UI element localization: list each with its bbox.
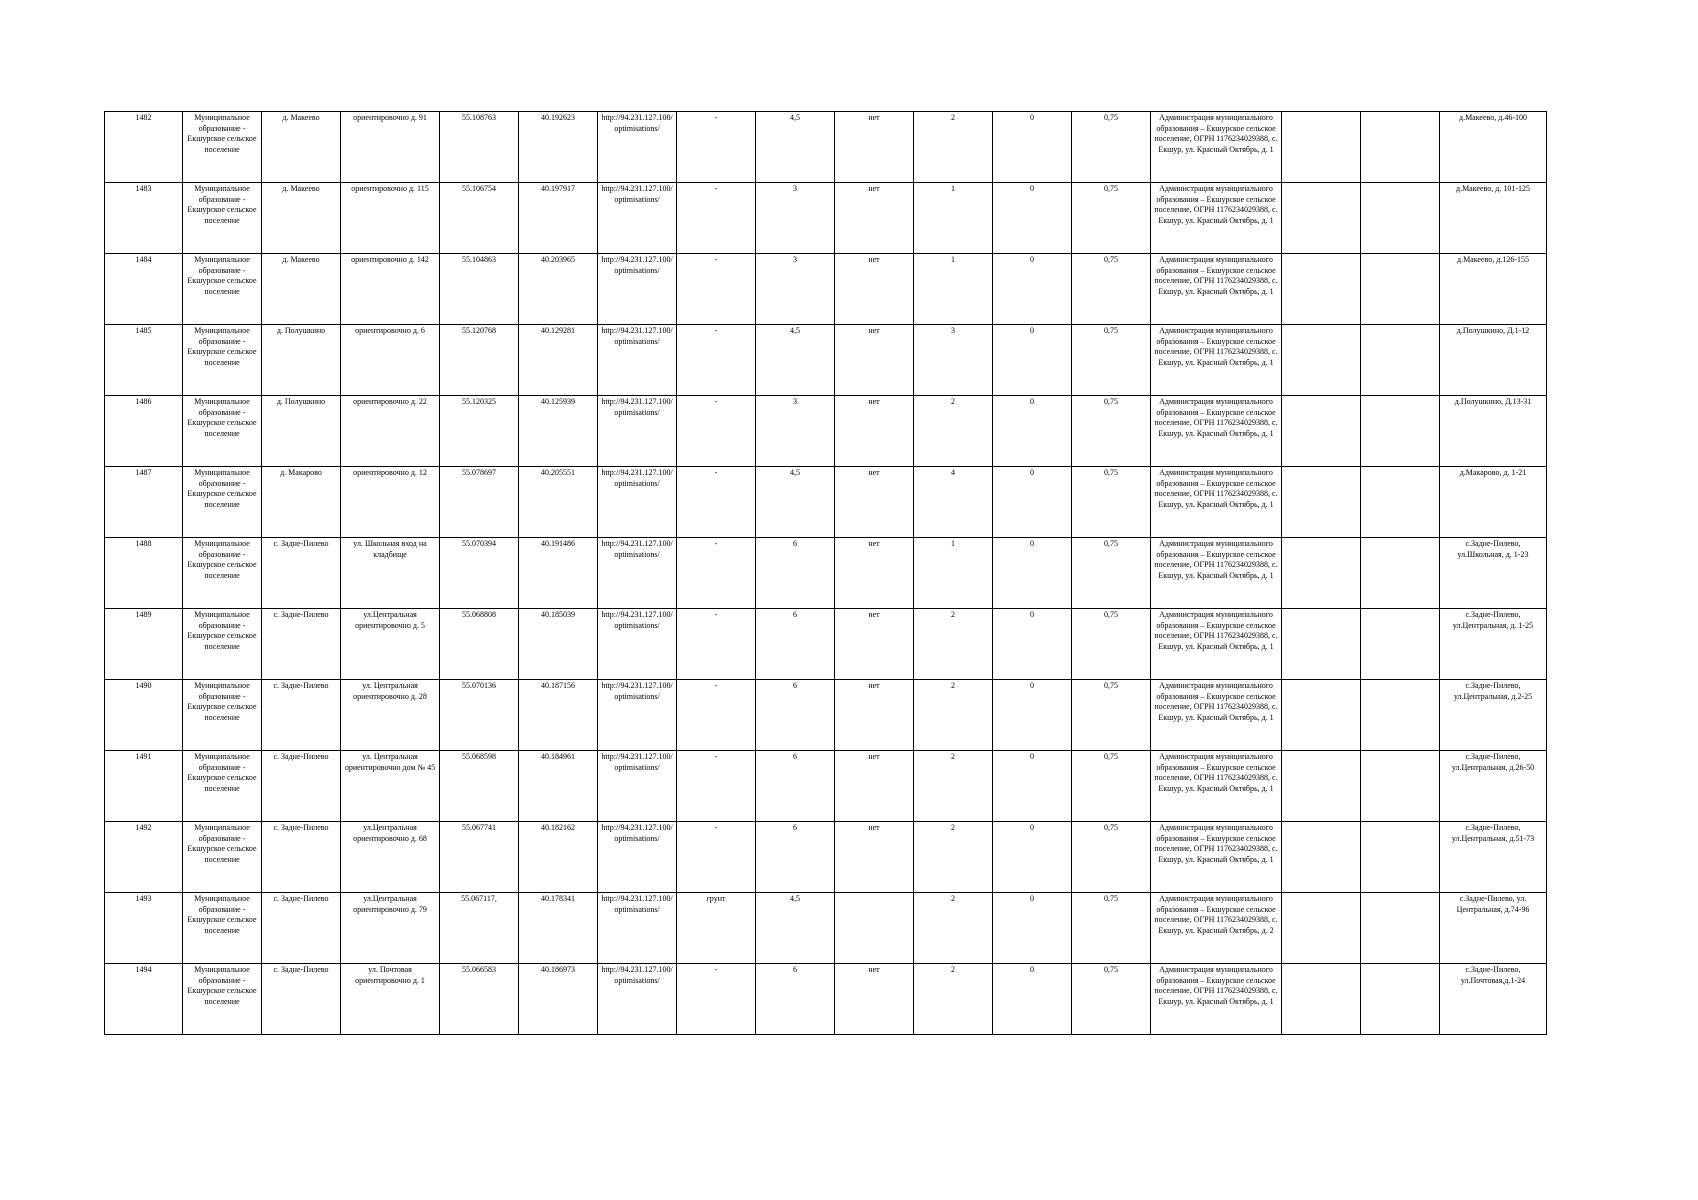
longitude-cell: 40.197917 — [519, 183, 598, 254]
longitude-cell: 40.129281 — [519, 325, 598, 396]
empty-cell — [1282, 467, 1361, 538]
owner-cell: Администрация муниципального образования – Екшурское сельское поселение, ОГРН 1176234029388, с. Екшур, ул. Красный Октябрь, д. 1 — [1151, 964, 1282, 1035]
kgm-cell: 0 — [993, 467, 1072, 538]
area-cell: 6 — [756, 751, 835, 822]
empty-cell — [1361, 751, 1440, 822]
sources-cell: д.Полушкино, Д.13-31 — [1440, 396, 1547, 467]
kgm-cell: 0 — [993, 538, 1072, 609]
empty-cell — [1282, 538, 1361, 609]
owner-cell: Администрация муниципального образования – Екшурское сельское поселение, ОГРН 1176234029388, с. Екшур, ул. Красный Октябрь, д. 1 — [1151, 609, 1282, 680]
longitude-cell: 40.125939 — [519, 396, 598, 467]
area-cell: 6 — [756, 964, 835, 1035]
link-cell: http://94.231.127.100/optimisations/ — [598, 254, 677, 325]
empty-cell — [1361, 538, 1440, 609]
link-cell: http://94.231.127.100/optimisations/ — [598, 538, 677, 609]
registry-table — [104, 111, 1547, 1035]
table-row — [105, 893, 1547, 964]
empty-cell — [1282, 964, 1361, 1035]
sources-cell: д.Макеево, д.46-100 — [1440, 112, 1547, 183]
table-row — [105, 325, 1547, 396]
longitude-cell: 40.182162 — [519, 822, 598, 893]
latitude-cell: 55.067117, — [440, 893, 519, 964]
area-cell: 4,5 — [756, 467, 835, 538]
kgm-cell: 0 — [993, 751, 1072, 822]
settlement-cell: с. Задне-Пилево — [262, 680, 341, 751]
kgm-cell: 0 — [993, 893, 1072, 964]
municipality-cell: Муниципальное образование - Екшурское сельское поселение — [183, 467, 262, 538]
owner-cell: Администрация муниципального образования – Екшурское сельское поселение, ОГРН 1176234029388, с. Екшур, ул. Красный Октябрь, д. 1 — [1151, 680, 1282, 751]
settlement-cell: д. Макарово — [262, 467, 341, 538]
kgm-cell: 0 — [993, 822, 1072, 893]
location-cell: ул.Центральная ориентировочно д. 68 — [341, 822, 440, 893]
empty-cell — [1361, 964, 1440, 1035]
link-cell: http://94.231.127.100/optimisations/ — [598, 325, 677, 396]
settlement-cell: д. Макеево — [262, 112, 341, 183]
empty-cell — [1361, 893, 1440, 964]
area-cell: 6 — [756, 822, 835, 893]
latitude-cell: 55.066583 — [440, 964, 519, 1035]
volume-cell: 0,75 — [1072, 893, 1151, 964]
surface-cell: - — [677, 538, 756, 609]
location-cell: ул.Центральная ориентировочно д. 5 — [341, 609, 440, 680]
empty-cell — [1361, 254, 1440, 325]
longitude-cell: 40.191486 — [519, 538, 598, 609]
owner-cell: Администрация муниципального образования – Екшурское сельское поселение, ОГРН 1176234029388, с. Екшур, ул. Красный Октябрь, д. 1 — [1151, 822, 1282, 893]
link-cell: http://94.231.127.100/optimisations/ — [598, 964, 677, 1035]
municipality-cell: Муниципальное образование - Екшурское сельское поселение — [183, 751, 262, 822]
row-number-cell: 1490 — [105, 680, 183, 751]
municipality-cell: Муниципальное образование - Екшурское сельское поселение — [183, 325, 262, 396]
municipality-cell: Муниципальное образование - Екшурское сельское поселение — [183, 609, 262, 680]
latitude-cell: 55.070394 — [440, 538, 519, 609]
sources-cell: с.Задне-Пилево, ул.Центральная, д.26-50 — [1440, 751, 1547, 822]
empty-cell — [1282, 822, 1361, 893]
link-cell: http://94.231.127.100/optimisations/ — [598, 751, 677, 822]
table-row — [105, 822, 1547, 893]
latitude-cell: 55.108763 — [440, 112, 519, 183]
fence-cell: нет — [835, 112, 914, 183]
area-cell: 4,5 — [756, 325, 835, 396]
surface-cell: - — [677, 680, 756, 751]
row-number-cell: 1482 — [105, 112, 183, 183]
owner-cell: Администрация муниципального образования – Екшурское сельское поселение, ОГРН 1176234029388, с. Екшур, ул. Красный Октябрь, д. 1 — [1151, 183, 1282, 254]
containers-cell: 2 — [914, 609, 993, 680]
surface-cell: - — [677, 751, 756, 822]
fence-cell: нет — [835, 325, 914, 396]
location-cell: ориентировочно д. 6 — [341, 325, 440, 396]
table-row — [105, 254, 1547, 325]
longitude-cell: 40.184961 — [519, 751, 598, 822]
table-row — [105, 680, 1547, 751]
table-row — [105, 964, 1547, 1035]
municipality-cell: Муниципальное образование - Екшурское сельское поселение — [183, 112, 262, 183]
containers-cell: 3 — [914, 325, 993, 396]
location-cell: ориентировочно д. 115 — [341, 183, 440, 254]
row-number-cell: 1488 — [105, 538, 183, 609]
settlement-cell: с. Задне-Пилево — [262, 751, 341, 822]
latitude-cell: 55.067741 — [440, 822, 519, 893]
area-cell: 6 — [756, 538, 835, 609]
longitude-cell: 40.185039 — [519, 609, 598, 680]
surface-cell: - — [677, 183, 756, 254]
table-row — [105, 112, 1547, 183]
longitude-cell: 40.203965 — [519, 254, 598, 325]
owner-cell: Администрация муниципального образования – Екшурское сельское поселение, ОГРН 1176234029388, с. Екшур, ул. Красный Октябрь, д. 1 — [1151, 751, 1282, 822]
fence-cell — [835, 893, 914, 964]
row-number-cell: 1484 — [105, 254, 183, 325]
link-cell: http://94.231.127.100/optimisations/ — [598, 609, 677, 680]
empty-cell — [1361, 183, 1440, 254]
longitude-cell: 40.205551 — [519, 467, 598, 538]
sources-cell: д.Макарово, д. 1-21 — [1440, 467, 1547, 538]
municipality-cell: Муниципальное образование - Екшурское сельское поселение — [183, 538, 262, 609]
volume-cell: 0,75 — [1072, 751, 1151, 822]
kgm-cell: 0 — [993, 112, 1072, 183]
surface-cell: - — [677, 325, 756, 396]
longitude-cell: 40.186973 — [519, 964, 598, 1035]
fence-cell: нет — [835, 538, 914, 609]
settlement-cell: с. Задне-Пилево — [262, 538, 341, 609]
registry-body — [105, 112, 1547, 1035]
settlement-cell: с. Задне-Пилево — [262, 964, 341, 1035]
containers-cell: 2 — [914, 822, 993, 893]
location-cell: ул.Центральная ориентировочно д. 79 — [341, 893, 440, 964]
owner-cell: Администрация муниципального образования – Екшурское сельское поселение, ОГРН 1176234029388, с. Екшур, ул. Красный Октябрь, д. 1 — [1151, 254, 1282, 325]
link-cell: http://94.231.127.100/optimisations/ — [598, 893, 677, 964]
empty-cell — [1282, 396, 1361, 467]
longitude-cell: 40.187156 — [519, 680, 598, 751]
containers-cell: 2 — [914, 112, 993, 183]
settlement-cell: д. Макеево — [262, 254, 341, 325]
surface-cell: - — [677, 254, 756, 325]
empty-cell — [1282, 254, 1361, 325]
fence-cell: нет — [835, 680, 914, 751]
latitude-cell: 55.078697 — [440, 467, 519, 538]
row-number-cell: 1492 — [105, 822, 183, 893]
area-cell: 6 — [756, 680, 835, 751]
containers-cell: 4 — [914, 467, 993, 538]
kgm-cell: 0 — [993, 964, 1072, 1035]
settlement-cell: с. Задне-Пилево — [262, 822, 341, 893]
link-cell: http://94.231.127.100/optimisations/ — [598, 467, 677, 538]
area-cell: 4,5 — [756, 893, 835, 964]
latitude-cell: 55.070136 — [440, 680, 519, 751]
empty-cell — [1282, 325, 1361, 396]
sources-cell: д.Макеево, д. 101-125 — [1440, 183, 1547, 254]
kgm-cell: 0 — [993, 396, 1072, 467]
volume-cell: 0,75 — [1072, 822, 1151, 893]
kgm-cell: 0 — [993, 183, 1072, 254]
link-cell: http://94.231.127.100/optimisations/ — [598, 680, 677, 751]
sources-cell: с.Задне-Пилево, ул.Центральная, д. 1-25 — [1440, 609, 1547, 680]
empty-cell — [1282, 751, 1361, 822]
surface-cell: - — [677, 822, 756, 893]
containers-cell: 2 — [914, 396, 993, 467]
sources-cell: д.Полушкино, Д.1-12 — [1440, 325, 1547, 396]
settlement-cell: д. Полушкино — [262, 396, 341, 467]
empty-cell — [1361, 112, 1440, 183]
kgm-cell: 0 — [993, 254, 1072, 325]
volume-cell: 0,75 — [1072, 183, 1151, 254]
empty-cell — [1282, 183, 1361, 254]
area-cell: 4,5 — [756, 112, 835, 183]
settlement-cell: д. Макеево — [262, 183, 341, 254]
volume-cell: 0,75 — [1072, 538, 1151, 609]
containers-cell: 2 — [914, 680, 993, 751]
volume-cell: 0,75 — [1072, 467, 1151, 538]
sources-cell: с.Задне-Пилево, ул.Почтовая,д.1-24 — [1440, 964, 1547, 1035]
municipality-cell: Муниципальное образование - Екшурское сельское поселение — [183, 964, 262, 1035]
table-row — [105, 751, 1547, 822]
location-cell: ул. Центральная ориентировочно д. 28 — [341, 680, 440, 751]
sources-cell: с.Задне-Пилево, ул.Центральная, д.51-73 — [1440, 822, 1547, 893]
location-cell: ориентировочно д. 22 — [341, 396, 440, 467]
empty-cell — [1282, 893, 1361, 964]
fence-cell: нет — [835, 396, 914, 467]
owner-cell: Администрация муниципального образования – Екшурское сельское поселение, ОГРН 1176234029388, с. Екшур, ул. Красный Октябрь, д. 1 — [1151, 538, 1282, 609]
fence-cell: нет — [835, 183, 914, 254]
owner-cell: Администрация муниципального образования – Екшурское сельское поселение, ОГРН 1176234029388, с. Екшур, ул. Красный Октябрь, д. 1 — [1151, 325, 1282, 396]
location-cell: ориентировочно д. 91 — [341, 112, 440, 183]
kgm-cell: 0 — [993, 680, 1072, 751]
volume-cell: 0,75 — [1072, 396, 1151, 467]
longitude-cell: 40.192623 — [519, 112, 598, 183]
table-row — [105, 396, 1547, 467]
location-cell: ул. Центральная ориентировочно дом № 45 — [341, 751, 440, 822]
link-cell: http://94.231.127.100/optimisations/ — [598, 183, 677, 254]
latitude-cell: 55.120325 — [440, 396, 519, 467]
municipality-cell: Муниципальное образование - Екшурское сельское поселение — [183, 183, 262, 254]
kgm-cell: 0 — [993, 609, 1072, 680]
row-number-cell: 1483 — [105, 183, 183, 254]
row-number-cell: 1489 — [105, 609, 183, 680]
containers-cell: 2 — [914, 893, 993, 964]
municipality-cell: Муниципальное образование - Екшурское сельское поселение — [183, 822, 262, 893]
municipality-cell: Муниципальное образование - Екшурское сельское поселение — [183, 680, 262, 751]
empty-cell — [1282, 609, 1361, 680]
fence-cell: нет — [835, 609, 914, 680]
kgm-cell: 0 — [993, 325, 1072, 396]
area-cell: 3 — [756, 254, 835, 325]
fence-cell: нет — [835, 822, 914, 893]
longitude-cell: 40.178341 — [519, 893, 598, 964]
municipality-cell: Муниципальное образование - Екшурское сельское поселение — [183, 893, 262, 964]
empty-cell — [1361, 822, 1440, 893]
fence-cell: нет — [835, 964, 914, 1035]
containers-cell: 2 — [914, 751, 993, 822]
sources-cell: с.Задне-Пилево, ул. Центральная, д.74-96 — [1440, 893, 1547, 964]
area-cell: 3 — [756, 183, 835, 254]
owner-cell: Администрация муниципального образования – Екшурское сельское поселение, ОГРН 1176234029388, с. Екшур, ул. Красный Октябрь, д. 1 — [1151, 112, 1282, 183]
containers-cell: 1 — [914, 254, 993, 325]
sources-cell: с.Задне-Пилево, ул.Школьная, д. 1-23 — [1440, 538, 1547, 609]
containers-cell: 2 — [914, 964, 993, 1035]
surface-cell: - — [677, 964, 756, 1035]
empty-cell — [1361, 467, 1440, 538]
surface-cell: - — [677, 112, 756, 183]
location-cell: ориентировочно д. 142 — [341, 254, 440, 325]
containers-cell: 1 — [914, 538, 993, 609]
fence-cell: нет — [835, 751, 914, 822]
settlement-cell: с. Задне-Пилево — [262, 893, 341, 964]
row-number-cell: 1485 — [105, 325, 183, 396]
surface-cell: - — [677, 609, 756, 680]
area-cell: 6 — [756, 609, 835, 680]
empty-cell — [1361, 609, 1440, 680]
latitude-cell: 55.120768 — [440, 325, 519, 396]
empty-cell — [1361, 680, 1440, 751]
table-row — [105, 609, 1547, 680]
latitude-cell: 55.068808 — [440, 609, 519, 680]
surface-cell: - — [677, 467, 756, 538]
surface-cell: грунт — [677, 893, 756, 964]
table-row — [105, 467, 1547, 538]
empty-cell — [1282, 680, 1361, 751]
row-number-cell: 1494 — [105, 964, 183, 1035]
owner-cell: Администрация муниципального образования – Екшурское сельское поселение, ОГРН 1176234029388, с. Екшур, ул. Красный Октябрь, д. 1 — [1151, 396, 1282, 467]
latitude-cell: 55.104863 — [440, 254, 519, 325]
area-cell: 3 — [756, 396, 835, 467]
link-cell: http://94.231.127.100/optimisations/ — [598, 112, 677, 183]
location-cell: ул. Школьная вход на кладбище — [341, 538, 440, 609]
table-row — [105, 183, 1547, 254]
sources-cell: с.Задне-Пилево, ул.Центральная, д.2-25 — [1440, 680, 1547, 751]
link-cell: http://94.231.127.100/optimisations/ — [598, 822, 677, 893]
settlement-cell: д. Полушкино — [262, 325, 341, 396]
volume-cell: 0,75 — [1072, 680, 1151, 751]
latitude-cell: 55.106754 — [440, 183, 519, 254]
row-number-cell: 1487 — [105, 467, 183, 538]
latitude-cell: 55.068598 — [440, 751, 519, 822]
fence-cell: нет — [835, 467, 914, 538]
empty-cell — [1361, 396, 1440, 467]
containers-cell: 1 — [914, 183, 993, 254]
municipality-cell: Муниципальное образование - Екшурское сельское поселение — [183, 254, 262, 325]
row-number-cell: 1486 — [105, 396, 183, 467]
volume-cell: 0,75 — [1072, 325, 1151, 396]
surface-cell: - — [677, 396, 756, 467]
location-cell: ориентировочно д. 12 — [341, 467, 440, 538]
link-cell: http://94.231.127.100/optimisations/ — [598, 396, 677, 467]
sources-cell: д.Макеево, д.126-155 — [1440, 254, 1547, 325]
settlement-cell: с. Задне-Пилево — [262, 609, 341, 680]
volume-cell: 0,75 — [1072, 964, 1151, 1035]
volume-cell: 0,75 — [1072, 112, 1151, 183]
row-number-cell: 1493 — [105, 893, 183, 964]
owner-cell: Администрация муниципального образования – Екшурское сельское поселение, ОГРН 1176234029388, с. Екшур, ул. Красный Октябрь, д. 1 — [1151, 467, 1282, 538]
table-row — [105, 538, 1547, 609]
volume-cell: 0,75 — [1072, 254, 1151, 325]
volume-cell: 0,75 — [1072, 609, 1151, 680]
owner-cell: Администрация муниципального образования – Екшурское сельское поселение, ОГРН 1176234029388, с. Екшур, ул. Красный Октябрь, д. 2 — [1151, 893, 1282, 964]
empty-cell — [1361, 325, 1440, 396]
fence-cell: нет — [835, 254, 914, 325]
municipality-cell: Муниципальное образование - Екшурское сельское поселение — [183, 396, 262, 467]
empty-cell — [1282, 112, 1361, 183]
row-number-cell: 1491 — [105, 751, 183, 822]
location-cell: ул. Почтовая ориентировочно д. 1 — [341, 964, 440, 1035]
